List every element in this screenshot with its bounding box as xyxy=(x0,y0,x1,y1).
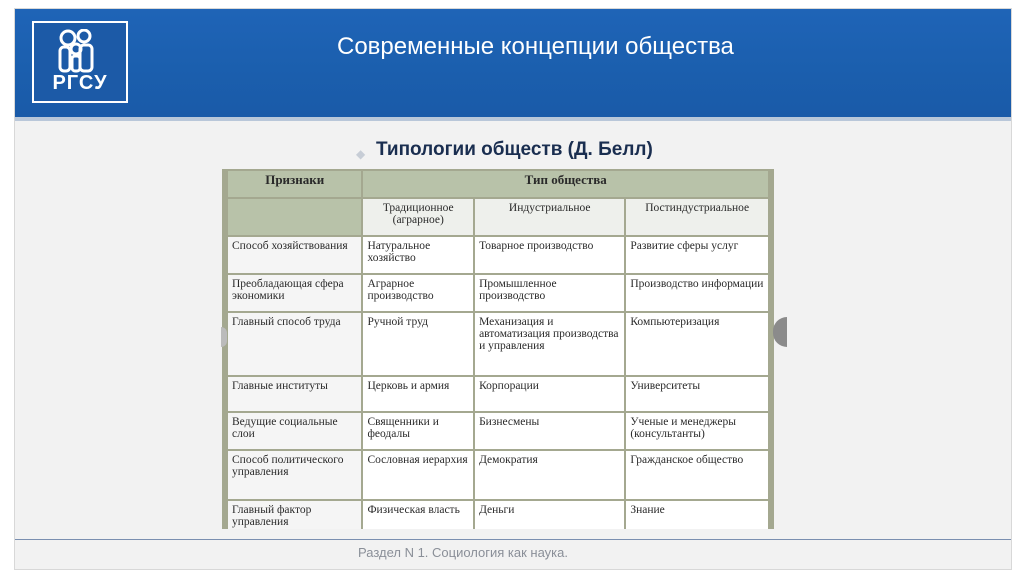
table-cell: Священники и феодалы xyxy=(362,412,474,450)
table-cell: Церковь и армия xyxy=(362,376,474,412)
header-bar xyxy=(15,9,1011,117)
next-slide-arrow[interactable] xyxy=(773,317,787,347)
table-cell: Деньги xyxy=(474,500,625,529)
row-label: Главные институты xyxy=(227,376,362,412)
table-cell: Компьютеризация xyxy=(625,312,769,376)
row-label: Преобладающая сфера экономики xyxy=(227,274,362,312)
table-cell: Натуральное хозяйство xyxy=(362,236,474,274)
table-cell: Знание xyxy=(625,500,769,529)
table-cell: Механизация и автоматизация производства и управления xyxy=(474,312,625,376)
slide-title: Современные концепции общества xyxy=(337,33,734,60)
table-cell: Демократия xyxy=(474,450,625,500)
type-traditional: Традиционное (аграрное) xyxy=(362,198,474,236)
typology-table xyxy=(226,169,770,529)
table-cell: Ученые и менеджеры (консультанты) xyxy=(625,412,769,450)
row-label: Способ хозяйствования xyxy=(227,236,362,274)
table-cell: Товарное производство xyxy=(474,236,625,274)
row-label: Главный фактор управления xyxy=(227,500,362,529)
table-cell: Корпорации xyxy=(474,376,625,412)
table-cell: Ручной труд xyxy=(362,312,474,376)
prev-slide-arrow[interactable] xyxy=(221,327,227,347)
table-cell: Бизнесмены xyxy=(474,412,625,450)
type-postindustrial: Постиндустриальное xyxy=(625,198,769,236)
slide xyxy=(14,8,1012,570)
row-label: Ведущие социальные слои xyxy=(227,412,362,450)
table-cell: Сословная иерархия xyxy=(362,450,474,500)
family-icon xyxy=(54,29,108,73)
table-subtitle: Типологии обществ (Д. Белл) xyxy=(376,139,653,160)
col-header-society-type: Тип общества xyxy=(362,170,769,198)
table-cell: Университеты xyxy=(625,376,769,412)
col-header-criteria: Признаки xyxy=(227,170,362,198)
bullet-icon: ◆ xyxy=(356,147,366,161)
footer-text: Раздел N 1. Социология как наука. xyxy=(358,545,568,560)
header-divider xyxy=(15,117,1011,121)
table-cell: Аграрное производство xyxy=(362,274,474,312)
table-cell: Развитие сферы услуг xyxy=(625,236,769,274)
row-label: Главный способ труда xyxy=(227,312,362,376)
table-cell: Физическая власть xyxy=(362,500,474,529)
rgsu-logo xyxy=(32,21,128,103)
typology-table-image xyxy=(222,169,774,529)
footer-divider xyxy=(15,539,1011,540)
table-cell: Производство информации xyxy=(625,274,769,312)
logo-text: РГСУ xyxy=(52,72,108,94)
type-industrial: Индустриальное xyxy=(474,198,625,236)
table-cell: Промышленное производство xyxy=(474,274,625,312)
table-cell: Гражданское общество xyxy=(625,450,769,500)
row-label: Способ политического управления xyxy=(227,450,362,500)
